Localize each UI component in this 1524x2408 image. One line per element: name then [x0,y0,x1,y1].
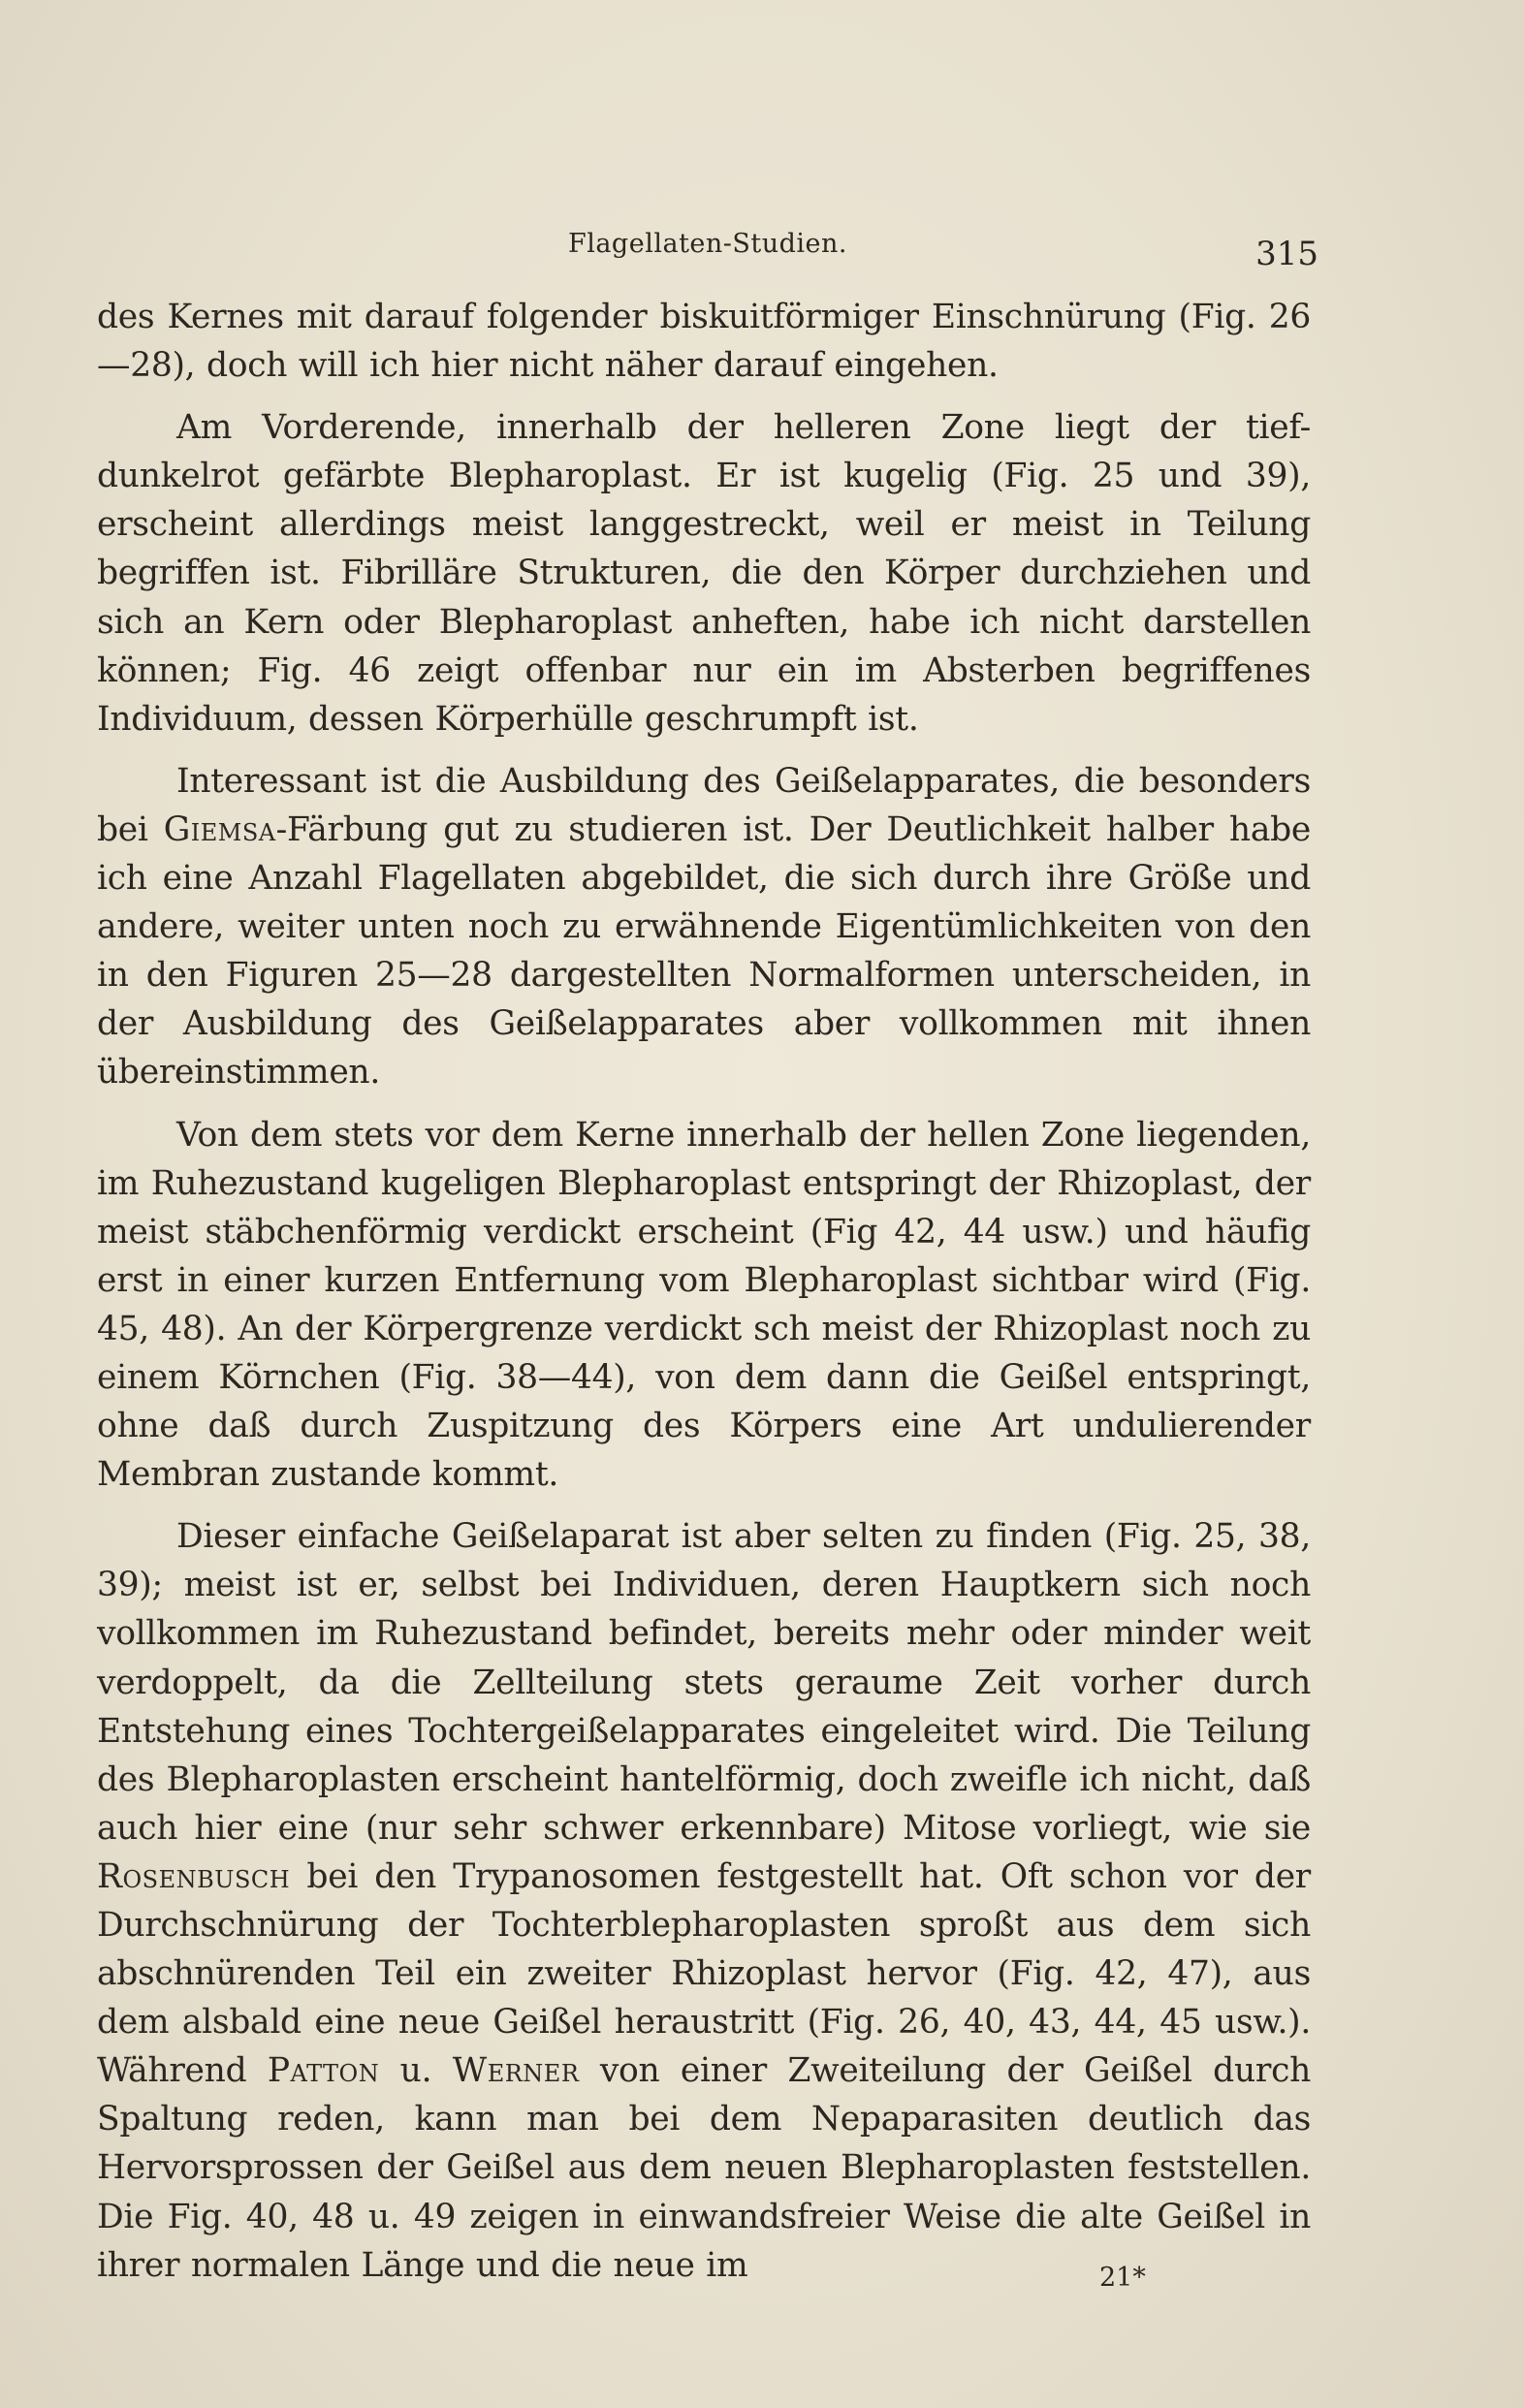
page-header [97,229,1318,271]
text-run: -Färbung gut zu studieren ist. Der Deutlichkeit halber habe ich eine Anzahl Flagellaten abgebildet, die sich durch ihre Größe und andere, weiter unten noch zu erwähnende Eigentümlichkeiten von den in den Figuren 25—28 dargestellten Normalformen unterscheiden, in der Ausbildung des Geißelapparates aber vollkommen mit ihnen übereinstimmen. [97,809,1311,1093]
author-name-giemsa: Giemsa [163,809,276,849]
paragraph: Von dem stets vor dem Kerne innerhalb der hellen Zone liegenden, im Ruhezustand kugeligen Blepharoplast entspringt der Rhizoplast, der meist stäbchenförmig verdickt erscheint (Fig 42, 44 usw.) und häufig erst in einer kurzen Entfernung vom Blepharoplast sichtbar wird (Fig. 45, 48). An der Körpergrenze verdickt sch meist der Rhizoplast noch zu einem Körnchen (Fig. 38—44), von dem dann die Geißel entspringt, ohne daß durch Zuspitzung des Körpers eine Art undulierender Membran zustande kommt. [97,1115,1311,1495]
text-run: Dieser einfache Geißelaparat ist aber selten zu finden (Fig. 25, 38, 39); meist ist er, selbst bei Individuen, deren Hauptkern sich noch vollkommen im Ruhezustand befindet, bereits mehr oder minder weit verdoppelt, da die Zellteilung stets geraume Zeit vorher durch Entstehung eines Tochtergeißelapparates eingeleitet wird. Die Teilung des Blepharoplasten erscheint hantelförmig, doch zweifle ich nicht, daß auch hier eine (nur sehr schwer erkennbare) Mitose vorliegt, wie sie [97,1517,1311,1848]
text-run: von einer Zweiteilung der Geißel durch Spaltung reden, kann man bei dem Nepaparasiten deutlich das Hervorsprossen der Geißel aus dem neuen Blepharoplasten feststellen. Die Fig. 40, 48 u. 49 zeigen in einwandsfreier Weise die alte Geißel in ihrer normalen Länge und die neue im [97,2051,1312,2285]
text-run: u. [379,2051,453,2091]
author-name-patton: Patton [267,2051,380,2091]
text-run: bei den Trypanosomen festgestellt hat. Oft schon vor der Durchschnürung der Tochterblepharoplasten sproßt aus dem sich abschnürenden Teil ein zweiter Rhizoplast hervor (Fig. 42, 47), aus dem alsbald eine neue Geißel heraustritt (Fig. 26, 40, 43, 44, 45 usw.). Während [97,1856,1311,2091]
paragraph: Am Vorderende, innerhalb der helleren Zone liegt der tief-dunkelrot gefärbte Blepharoplast. Er ist kugelig (Fig. 25 und 39), erscheint allerdings meist langgestreckt, weil er meist in Teilung begriffen ist. Fibrilläre Strukturen, die den Körper durchziehen und sich an Kern oder Blepharoplast anheften, habe ich nicht darstellen können; Fig. 46 zeigt offenbar nur ein im Absterben begriffenes Individuum, dessen Körperhülle geschrumpft ist. [97,408,1311,739]
paragraph: des Kernes mit darauf folgender biskuitförmiger Einschnürung (Fig. 26—28), doch will ich hier nicht näher darauf eingehen. [97,298,1311,386]
running-title: Flagellaten-Studien. [567,229,848,259]
author-name-rosenbusch: Rosenbusch [97,1856,291,1896]
body-text [97,293,1311,2303]
paragraph [97,1512,1311,2290]
page-number: 315 [1255,235,1318,273]
text-run: Interessant ist die Ausbildung des Geißelapparates, die besonders bei [97,761,1311,849]
paragraph [97,757,1311,1097]
printer-signature: 21* [1099,2263,1146,2293]
author-name-werner: Werner [452,2051,580,2091]
